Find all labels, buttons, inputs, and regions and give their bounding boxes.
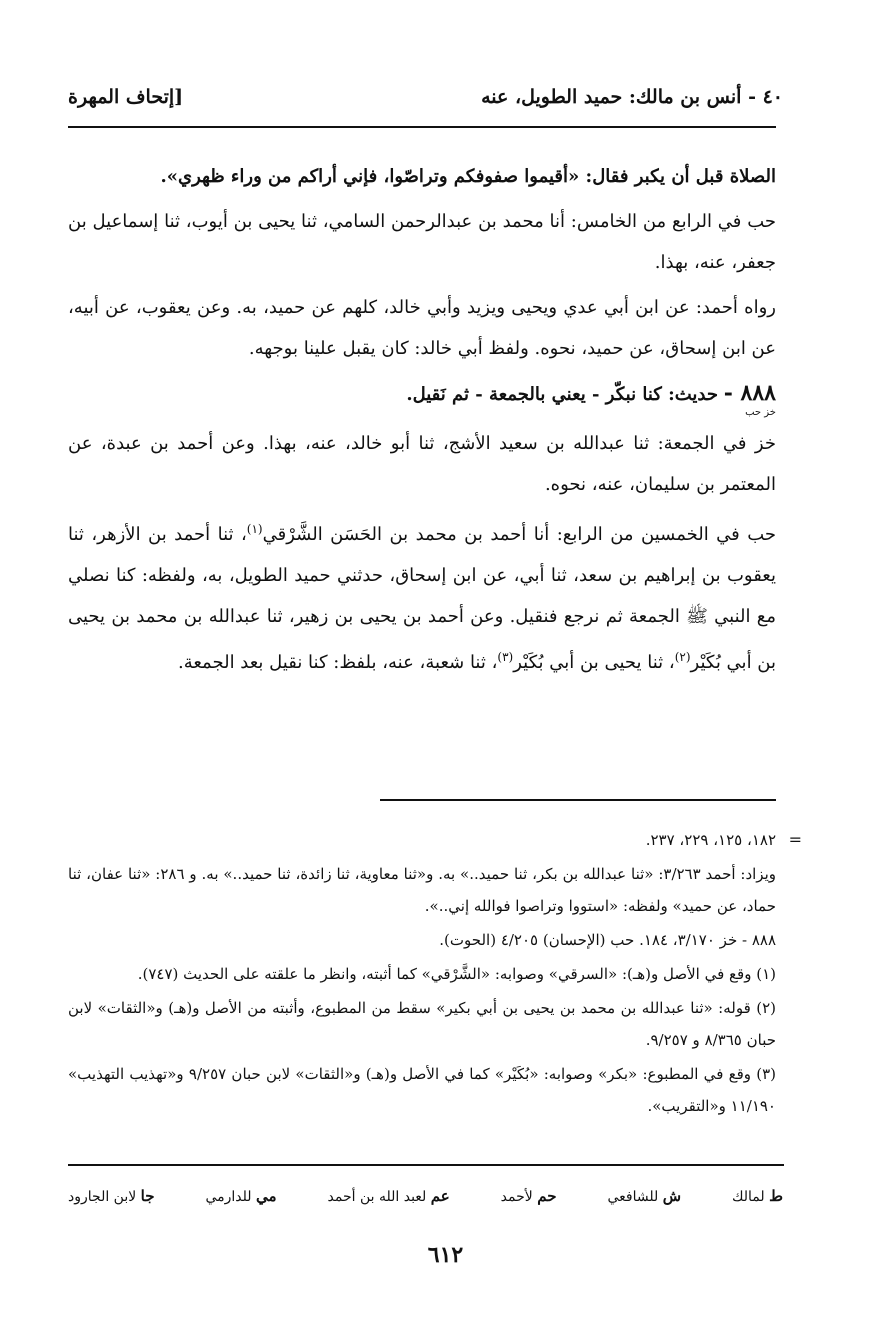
- footnote-hadith-888: ٨٨٨ - خز ٣/١٧٠، ١٨٤. حب (الإحسان) ٤/٢٠٥ (الحوت).: [439, 931, 776, 949]
- footnote-additions: ويزاد: أحمد ٣/٢٦٣: «ثنا عبدالله بن بكر، ثنا حميد..» به. و«ثنا معاوية، ثنا زائدة، ثنا حميد..» به. و ٢٨٦: «ثنا عفان، ثنا حماد، عن حميد» ولفظه: «استووا وتراصوا فوالله إني..».: [68, 865, 776, 915]
- header-chapter: ٤٠ - أنس بن مالك: حميد الطويل، عنه: [481, 86, 783, 108]
- footnotes: [68, 824, 802, 1124]
- hadith-number: ٨٨٨ -: [723, 380, 776, 406]
- footnote-3: (٣) وقع في المطبوع: «بكر» وصوابه: «بُكَيْر» كما في الأصل و(هـ) و«الثقات» لابن حبان ٩/٢٥٧ و«تهذيب التهذيب» ١١/١٩٠ و«التقريب».: [68, 1065, 777, 1115]
- abbreviations-key: [68, 1178, 783, 1214]
- hadith-title: حديث: كنا نبكّر - يعني بالجمعة - ثم نَقيل.: [406, 384, 719, 405]
- footnote-continued: ١٨٢، ١٢٥، ٢٢٩، ٢٣٧.: [645, 831, 776, 849]
- abbr-item: مي للدارمي: [205, 1187, 277, 1205]
- footnote-separator: [380, 799, 776, 801]
- abbr-item: حم لأحمد: [500, 1187, 557, 1205]
- paragraph-hadith-text: الصلاة قبل أن يكبر فقال: «أقيموا صفوفكم وتراصّوا، فإني أراكم من وراء ظهري».: [160, 166, 776, 187]
- footnote-ref-1: (١): [246, 522, 263, 536]
- page-number: ٦١٢: [427, 1242, 464, 1268]
- header-book-title: [إتحاف المهرة: [68, 86, 184, 108]
- footnote-ref-2: (٢): [674, 650, 691, 664]
- running-header: [68, 80, 783, 114]
- main-text: [68, 156, 776, 687]
- paragraph-ahmad-narration: رواه أحمد: عن ابن أبي عدي ويحيى ويزيد وأبي خالد، كلهم عن حميد، به. وعن يعقوب، عن أبيه، عن ابن إسحاق، عن حميد، نحوه. ولفظ أبي خالد: كان يقبل علينا بوجهه.: [68, 297, 776, 359]
- paragraph-hib-source: حب في الرابع من الخامس: أنا محمد بن عبدالرحمن السامي، ثنا يحيى بن أيوب، ثنا إسماعيل بن جعفر، عنه، بهذا.: [68, 211, 776, 273]
- abbreviations-rule: [68, 1164, 784, 1166]
- paragraph-part: ، ثنا شعبة، عنه، بلفظ: كنا نقيل بعد الجمعة.: [178, 652, 498, 673]
- footnote-ref-3: (٣): [497, 650, 514, 664]
- abbr-item: ش للشافعي: [607, 1187, 681, 1205]
- paragraph-hib-jumua: [68, 509, 776, 683]
- abbr-item: جا لابن الجارود: [68, 1187, 155, 1205]
- paragraph-part: ، ثنا يحيى بن أبي بُكَيْر: [513, 652, 675, 673]
- hadith-heading: [68, 373, 776, 419]
- header-rule: [68, 126, 776, 128]
- hadith-source-codes: خز حب: [745, 407, 776, 418]
- paragraph-khuz-source: خز في الجمعة: ثنا عبدالله بن سعيد الأشج، ثنا أبو خالد، عنه، بهذا. وعن أحمد بن عبدة، عن المعتمر بن سليمان، عنه، نحوه.: [68, 433, 776, 495]
- paragraph-part: ، ثنا أحمد بن الأزهر، ثنا يعقوب بن إبراهيم بن سعد، ثنا أبي، عن ابن إسحاق، حدثني حميد الطويل، به، ولفظه: كنا نصلي مع النبي ﷺ الجمعة ثم نرجع فنقيل. وعن أحمد بن يحيى بن زهير، ثنا عبدالله بن محمد بن يحيى بن أبي بُكَيْر: [68, 524, 776, 673]
- footnote-1: (١) وقع في الأصل و(هـ): «السرقي» وصوابه: «الشَّرْقي» كما أثبته، وانظر ما علقته على الحديث (٧٤٧).: [137, 965, 776, 983]
- footnote-2: (٢) قوله: «ثنا عبدالله بن محمد بن يحيى بن أبي بكير» سقط من المطبوع، وأثبته من الأصل و(هـ) و«الثقات» لابن حبان ٨/٣٦٥ و ٩/٢٥٧.: [68, 999, 776, 1049]
- abbr-item: ط لمالك: [731, 1187, 783, 1205]
- abbr-item: عم لعبد الله بن أحمد: [327, 1187, 450, 1205]
- paragraph-part: حب في الخمسين من الرابع: أنا أحمد بن محمد بن الحَسَن الشَّرْقي: [262, 524, 776, 545]
- continuation-mark: =: [788, 830, 802, 849]
